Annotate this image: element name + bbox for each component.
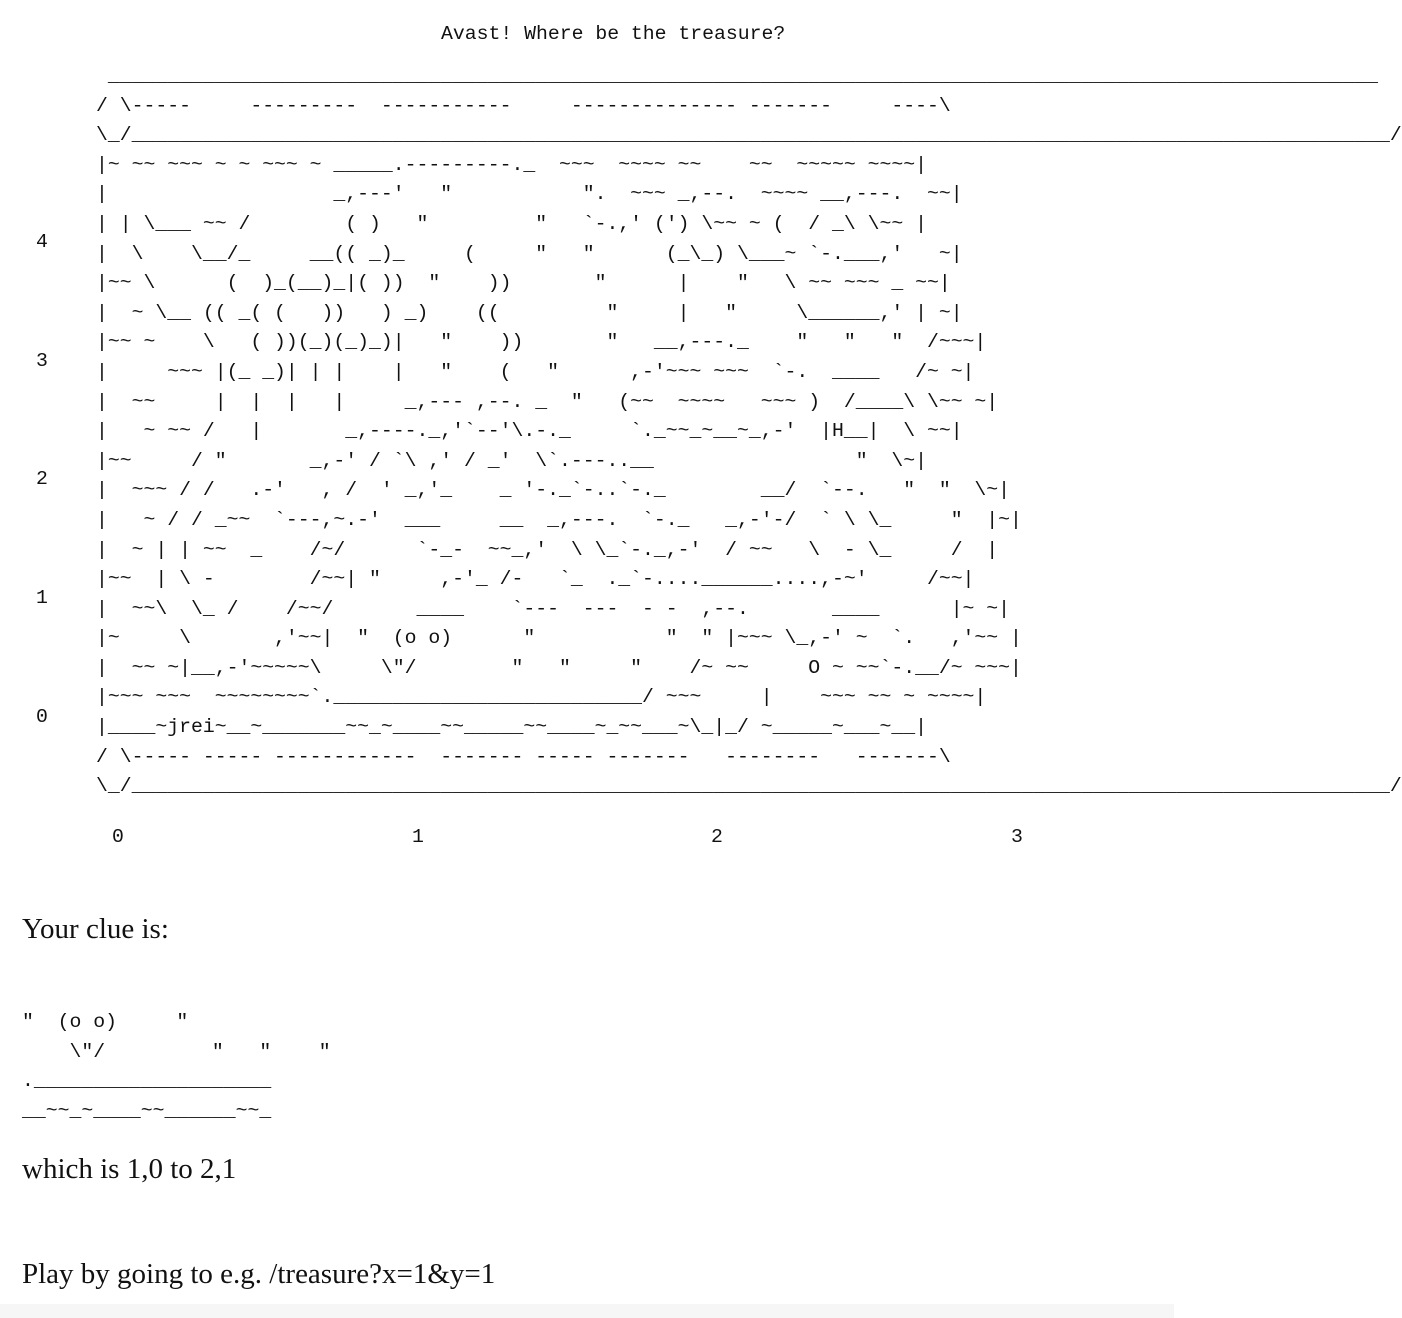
- clue-heading: Your clue is:: [22, 913, 169, 945]
- y-axis-label-4: 4: [36, 231, 48, 253]
- x-axis-label-3: 3: [1011, 826, 1023, 848]
- x-axis-label-0: 0: [112, 826, 124, 848]
- page-bottom-edge: [0, 1304, 1174, 1318]
- y-axis-label-0: 0: [36, 706, 48, 728]
- x-axis-label-1: 1: [412, 826, 424, 848]
- page-title: Avast! Where be the treasure?: [441, 23, 786, 45]
- y-axis-label-2: 2: [36, 468, 48, 490]
- x-axis-label-2: 2: [711, 826, 723, 848]
- clue-description: which is 1,0 to 2,1: [22, 1153, 237, 1185]
- treasure-map-ascii-art: ___________________________________________________________________________________________________________ / \----- --------- ----------- -------------- ------- ----\ \_/__________________________________________________________________________________________________________/ |~ ~~ ~~~ ~ ~ ~~~ ~ _____.---------._ ~~~ ~~~~ ~~ ~~ ~~~~~ ~~~~| | _,---' " ". ~~~ _,--. ~~~~ __,---. ~~| | | \___ ~~ / ( ) " " `-.,' (') \~~ ~ ( / _\ \~~ | | \ \__/_ __(( _)_ ( " " (_\_) \___~ `-.___,' ~| |~~ \ ( )_(__)_|( )) " )) " | " \ ~~ ~~~ _ ~~| | ~ \__ (( _( ( )) ) _) (( " | " \______,' | ~| |~~ ~ \ ( ))(_)(_)_)| " )) " __,---._ " " " /~~~| | ~~~ |(_ _)| | | | " ( " ,-'~~~ ~~~ `-. ____ /~ ~| | ~~ | | | | _,--- ,--. _ " (~~ ~~~~ ~~~ ) /____\ \~~ ~| | ~ ~~ / | _,----._,'`--'\.-._ `._~~_~__~_,-' |H__| \ ~~| |~~ / " _,-' / `\ ,' / _' \`.---..__ " \~| | ~~~ / / .-' , / ' _,'_ _ '-._`-..`-._ __/ `--. " " \~| | ~ / / _~~ `---,~.-' ___ __ _,---. `-._ _,-'-/ ` \ \_ " |~| | ~ | | ~~ _ /~/ `-_- ~~_,' \ \_`-._,-' / ~~ \ - \_ / | |~~ | \ - /~~| " ,-'_ /- `_ ._`-....______....,-~' /~~| | ~~\ \_ / /~~/ ____ `--- --- - - ,--. ____ |~ ~| |~ \ ,'~~| " (o o) " " " |~~~ \_,-' ~ `. ,'~~ | | ~~ ~|__,-'~~~~~\ \"/ " " " /~ ~~ O ~ ~~`-.__/~ ~~~| |~~~ ~~~ ~~~~~~~~`.__________________________/ ~~~ | ~~~ ~~ ~ ~~~~| |____~jrei~__~_______~~_~____~~_____~~____~_~~___~\_|_/ ~_____~___~__| / \----- ----- ------------ ------- ----- ------- -------- -------\ \_/__________________________________________________________________________________________________________/: [96, 65, 1402, 798]
- y-axis-label-3: 3: [36, 350, 48, 372]
- play-instructions: Play by going to e.g. /treasure?x=1&y=1: [22, 1258, 496, 1290]
- clue-ascii-art: " (o o) " \"/ " " " .____________________ __~~_~____~~______~~_: [22, 1011, 331, 1122]
- y-axis-label-1: 1: [36, 587, 48, 609]
